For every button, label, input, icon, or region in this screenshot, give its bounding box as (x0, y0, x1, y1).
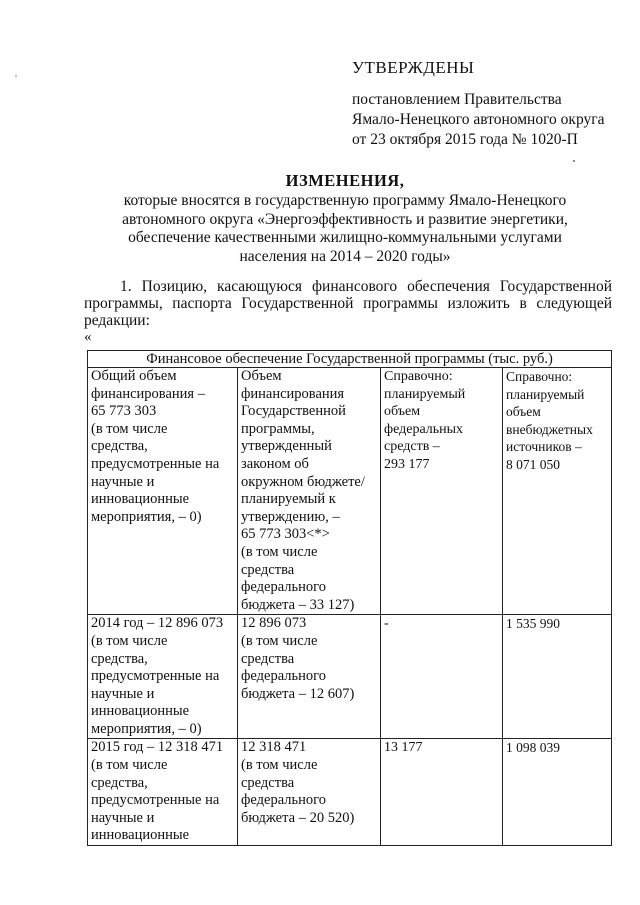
document-heading (100, 170, 590, 266)
table-cell-col2 (238, 615, 381, 739)
cell-text-line: мероприятия, – 0) (91, 720, 202, 737)
table-cell-col3 (381, 615, 503, 739)
cell-text-line: предусмотренные на (91, 668, 220, 685)
cell-text-line: инновационные (91, 491, 190, 508)
cell-text-line: федерального (241, 668, 326, 685)
scan-speck (15, 75, 17, 77)
table-cell-col3 (381, 368, 503, 615)
table-row (88, 739, 612, 846)
cell-text-line: 1 535 990 (506, 616, 560, 632)
table-caption: Финансовое обеспечение Государственной программы (тыс. руб.) (88, 351, 612, 368)
table-cell-col4 (503, 615, 612, 739)
table-body (88, 368, 612, 846)
cell-text-line: Общий объем (91, 368, 177, 384)
intro-line: программы, паспорта Государственной программы изложить в следующей (84, 295, 612, 312)
heading-subtitle-line: обеспечение качественными жилищно-коммунальными услугами (128, 229, 562, 246)
cell-text-line: - (384, 616, 389, 632)
cell-text-line: средства (241, 650, 295, 667)
scan-speck (573, 160, 575, 162)
approval-title: УТВЕРЖДЕНЫ (352, 58, 475, 77)
cell-text-line: средства, (91, 774, 148, 791)
cell-text-line: 65 773 303<*> (241, 526, 330, 543)
cell-text-line: средства, (91, 650, 148, 667)
cell-text-line: предусмотренные на (91, 792, 220, 809)
cell-text-line: федеральных (384, 421, 464, 437)
table-cell-col1 (88, 615, 238, 739)
cell-text-line: утвержденный (241, 438, 332, 455)
approval-line: постановлением Правительства (352, 91, 562, 108)
heading-title: ИЗМЕНЕНИЯ, (285, 171, 405, 190)
cell-text-line: 1 098 039 (506, 740, 560, 756)
cell-text-line: (в том числе (91, 420, 168, 437)
cell-text-line: Объем (241, 368, 282, 384)
cell-text-line: 12 896 073 (241, 615, 307, 632)
table-cell-col4 (503, 368, 612, 615)
cell-text-line: объем (384, 404, 421, 420)
cell-text-line: федерального (241, 579, 326, 596)
cell-text-line: планируемый к (241, 491, 336, 508)
cell-text-line: (в том числе (91, 757, 168, 774)
cell-text-line: бюджета – 20 520) (241, 809, 355, 826)
cell-text-line: научные и (91, 809, 155, 826)
cell-text-line: 65 773 303 (91, 403, 157, 420)
cell-text-line: окружном бюджете/ (241, 473, 365, 490)
approval-line: Ямало-Ненецкого автономного округа (352, 111, 605, 128)
intro-line: 1. Позицию, касающуюся финансового обеспечения Государственной (120, 278, 612, 295)
cell-text-line: бюджета – 12 607) (241, 685, 355, 702)
cell-text-line: (в том числе (241, 757, 318, 774)
cell-text-line: утверждению, – (241, 508, 340, 525)
approval-block (352, 58, 622, 150)
table-cell-col2 (238, 739, 381, 846)
cell-text-line: Государственной (241, 403, 346, 420)
heading-subtitle-line: населения на 2014 – 2020 годы» (239, 247, 451, 265)
cell-text-line: инновационные (91, 703, 190, 720)
cell-text-line: 8 071 050 (506, 456, 560, 472)
cell-text-line: мероприятия, – 0) (91, 508, 202, 525)
cell-text-line: средства (241, 774, 295, 791)
cell-text-line: законом об (241, 455, 309, 472)
cell-text-line: планируемый (384, 386, 466, 402)
cell-text-line: финансирования – (91, 385, 205, 402)
cell-text-line: средств – (384, 439, 440, 455)
cell-text-line: (в том числе (241, 543, 318, 560)
cell-text-line: программы, (241, 420, 315, 437)
cell-text-line: Справочно: (384, 369, 453, 384)
financing-table (87, 350, 612, 846)
approval-line: от 23 октября 2015 года № 1020-П (352, 131, 578, 148)
cell-text-line: финансирования (241, 385, 345, 402)
table-cell-col1 (88, 368, 238, 615)
opening-quote: « (84, 329, 92, 345)
cell-text-line: средства, (91, 438, 148, 455)
cell-text-line: инновационные (91, 827, 190, 844)
table-row (88, 368, 612, 615)
cell-text-line: Справочно: (506, 369, 573, 384)
table-cell-col1 (88, 739, 238, 846)
cell-text-line: 293 177 (384, 456, 430, 472)
cell-text-line: внебюджетных (506, 421, 593, 437)
cell-text-line: планируемый (506, 386, 585, 402)
cell-text-line: 13 177 (384, 740, 423, 756)
cell-text-line: предусмотренные на (91, 455, 220, 472)
cell-text-line: научные и (91, 473, 155, 490)
cell-text-line: средства (241, 561, 295, 578)
cell-text-line: (в том числе (91, 632, 168, 649)
cell-text-line: объем (506, 404, 541, 420)
table-cell-col2 (238, 368, 381, 615)
intro-paragraph (84, 278, 612, 329)
cell-text-line: федерального (241, 792, 326, 809)
cell-text-line: научные и (91, 685, 155, 702)
table-cell-col3 (381, 739, 503, 846)
cell-text-line: (в том числе (241, 632, 318, 649)
cell-text-line: 2014 год – 12 896 073 (91, 615, 224, 632)
intro-line: редакции: (84, 312, 150, 329)
table-row (88, 615, 612, 739)
cell-text-line: источников – (506, 439, 582, 455)
cell-text-line: 2015 год – 12 318 471 (91, 739, 224, 756)
cell-text-line: 12 318 471 (241, 739, 307, 756)
heading-subtitle-line: которые вносятся в государственную программу Ямало-Ненецкого (123, 192, 567, 209)
cell-text-line: бюджета – 33 127) (241, 596, 355, 613)
heading-subtitle-line: автономного округа «Энергоэффективность и развитие энергетики, (122, 210, 568, 228)
table-cell-col4 (503, 739, 612, 846)
